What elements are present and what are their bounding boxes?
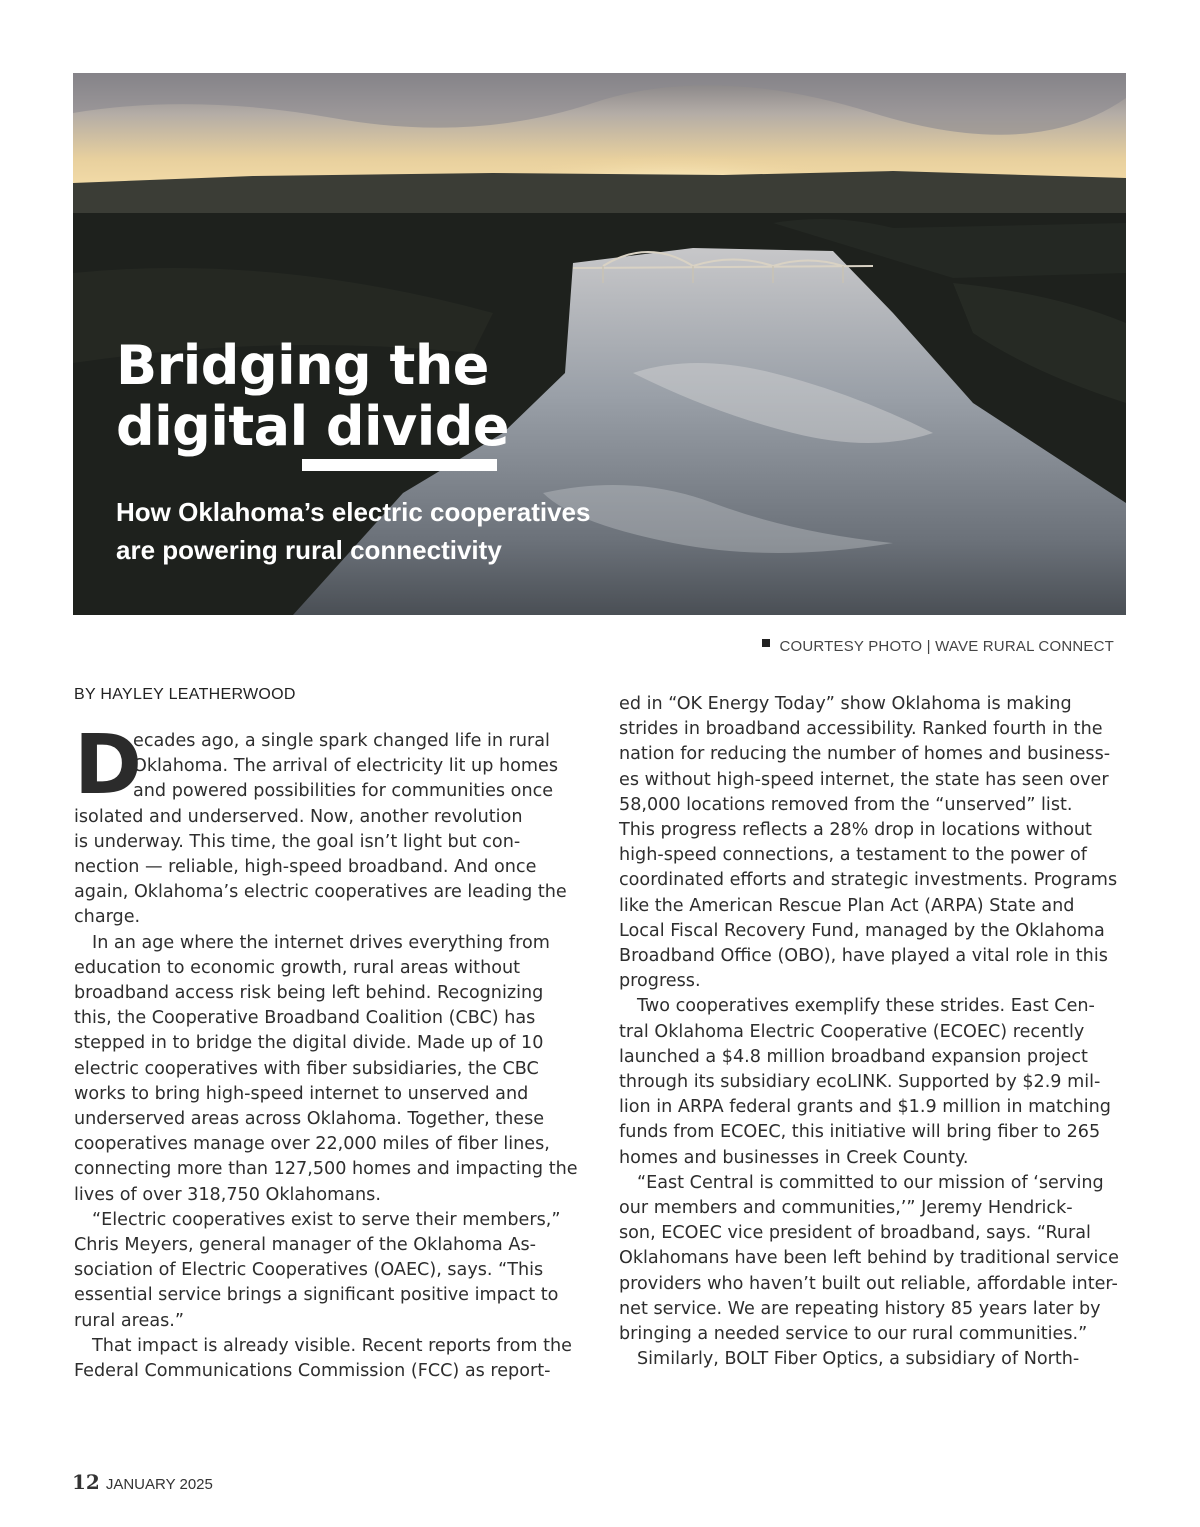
text-line: ed in “OK Energy Today” show Oklahoma is making	[619, 694, 1072, 714]
text-line: bringing a needed service to our rural communities.”	[619, 1324, 1088, 1345]
caption-square-icon	[762, 639, 770, 647]
text-line: coordinated efforts and strategic investments. Programs	[619, 870, 1118, 891]
text-line: That impact is already visible. Recent reports from the	[92, 1335, 572, 1356]
paragraph-1	[74, 718, 580, 931]
subtitle-line-2: are powering rural connectivity	[116, 535, 502, 565]
text-line: like the American Rescue Plan Act (ARPA) State and	[619, 895, 1075, 916]
text-line: this, the Cooperative Broadband Coalition (CBC) has	[74, 1008, 536, 1029]
text-line: electric cooperatives with fiber subsidiaries, the CBC	[74, 1058, 539, 1079]
paragraph-3	[74, 1208, 580, 1334]
article-title	[116, 335, 509, 457]
text-line: nection — reliable, high-speed broadband. And once	[74, 857, 537, 878]
text-line: isolated and underserved. Now, another revolution	[74, 806, 523, 827]
text-line: works to bring high-speed internet to unserved and	[74, 1083, 529, 1104]
paragraph-2	[74, 931, 580, 1208]
text-line: ecades ago, a single spark changed life in rural	[133, 731, 550, 751]
paragraph-7	[619, 1171, 1125, 1347]
paragraph-5	[619, 692, 1125, 994]
title-line-2: digital divide	[116, 395, 510, 458]
hero-photo	[73, 73, 1126, 615]
text-line: homes and businesses in Creek County.	[619, 1147, 969, 1168]
text-line: sociation of Electric Cooperatives (OAEC), says. “This	[74, 1260, 544, 1281]
text-line: Oklahoma. The arrival of electricity lit up homes	[133, 756, 559, 777]
photo-credit: COURTESY PHOTO | WAVE RURAL CONNECT	[779, 638, 1114, 655]
text-line: Local Fiscal Recovery Fund, managed by the Oklahoma	[619, 920, 1105, 941]
text-line: connecting more than 127,500 homes and impacting the	[74, 1159, 578, 1180]
text-line: and powered possibilities for communities once	[133, 781, 554, 802]
subtitle-line-1: How Oklahoma’s electric cooperatives	[116, 497, 591, 527]
text-line: through its subsidiary ecoLINK. Supported by $2.9 mil-	[619, 1072, 1101, 1093]
text-line: rural areas.”	[74, 1310, 184, 1331]
photo-caption	[762, 638, 1114, 655]
paragraph-8	[619, 1347, 1125, 1372]
text-line: nation for reducing the number of homes and business-	[619, 744, 1111, 765]
paragraph-6	[619, 994, 1125, 1170]
text-line: is underway. This time, the goal isn’t light but con-	[74, 831, 521, 852]
drop-cap: D	[74, 718, 143, 813]
text-line: essential service brings a significant positive impact to	[74, 1285, 559, 1306]
text-line: tral Oklahoma Electric Cooperative (ECOEC) recently	[619, 1021, 1085, 1042]
page-number: 12	[72, 1470, 100, 1494]
right-column	[619, 692, 1125, 1372]
text-line: stepped in to bridge the digital divide. Made up of 10	[74, 1033, 544, 1054]
text-line: This progress reflects a 28% drop in locations without	[619, 820, 1092, 841]
text-line: net service. We are repeating history 85 years later by	[619, 1298, 1101, 1319]
text-line: our members and communities,’” Jeremy Hendrick-	[619, 1198, 1073, 1219]
text-line: 58,000 locations removed from the “unserved” list.	[619, 794, 1073, 815]
text-line: “Electric cooperatives exist to serve their members,”	[92, 1209, 561, 1230]
text-line: lion in ARPA federal grants and $1.9 million in matching	[619, 1097, 1111, 1118]
text-line: providers who haven’t built out reliable, affordable inter-	[619, 1273, 1118, 1294]
text-line: launched a $4.8 million broadband expansion project	[619, 1046, 1088, 1067]
text-line: Oklahomans have been left behind by traditional service	[619, 1248, 1119, 1269]
text-line: In an age where the internet drives everything from	[92, 932, 550, 953]
text-line: progress.	[619, 971, 701, 992]
page-footer	[72, 1470, 213, 1494]
paragraph-4	[74, 1334, 580, 1384]
text-line: education to economic growth, rural areas without	[74, 957, 521, 978]
title-underline-rule	[302, 459, 497, 471]
text-line: underserved areas across Oklahoma. Together, these	[74, 1109, 545, 1130]
text-line: “East Central is committed to our mission of ‘serving	[637, 1172, 1104, 1193]
issue-date: JANUARY 2025	[105, 1476, 213, 1493]
text-line: son, ECOEC vice president of broadband, says. “Rural	[619, 1223, 1091, 1244]
text-line: high-speed connections, a testament to the power of	[619, 845, 1087, 866]
text-line: lives of over 318,750 Oklahomans.	[74, 1184, 381, 1205]
text-line: funds from ECOEC, this initiative will bring fiber to 265	[619, 1122, 1101, 1143]
article-subtitle	[116, 493, 716, 569]
text-line: broadband access risk being left behind. Recognizing	[74, 983, 544, 1004]
text-line: Federal Communications Commission (FCC) as report-	[74, 1361, 551, 1382]
title-line-1: Bridging the	[116, 334, 489, 397]
text-line: charge.	[74, 907, 141, 928]
byline: BY HAYLEY LEATHERWOOD	[74, 686, 296, 703]
text-line: cooperatives manage over 22,000 miles of fiber lines,	[74, 1134, 550, 1155]
text-line: Chris Meyers, general manager of the Oklahoma As-	[74, 1235, 536, 1256]
text-line: again, Oklahoma’s electric cooperatives are leading the	[74, 882, 567, 903]
text-line: strides in broadband accessibility. Ranked fourth in the	[619, 719, 1103, 740]
text-line: Two cooperatives exemplify these strides. East Cen-	[637, 996, 1095, 1017]
text-line: Similarly, BOLT Fiber Optics, a subsidiary of North-	[637, 1349, 1080, 1370]
text-line: es without high-speed internet, the state has seen over	[619, 769, 1109, 790]
left-column	[74, 683, 580, 1384]
text-line: Broadband Office (OBO), have played a vital role in this	[619, 946, 1108, 967]
